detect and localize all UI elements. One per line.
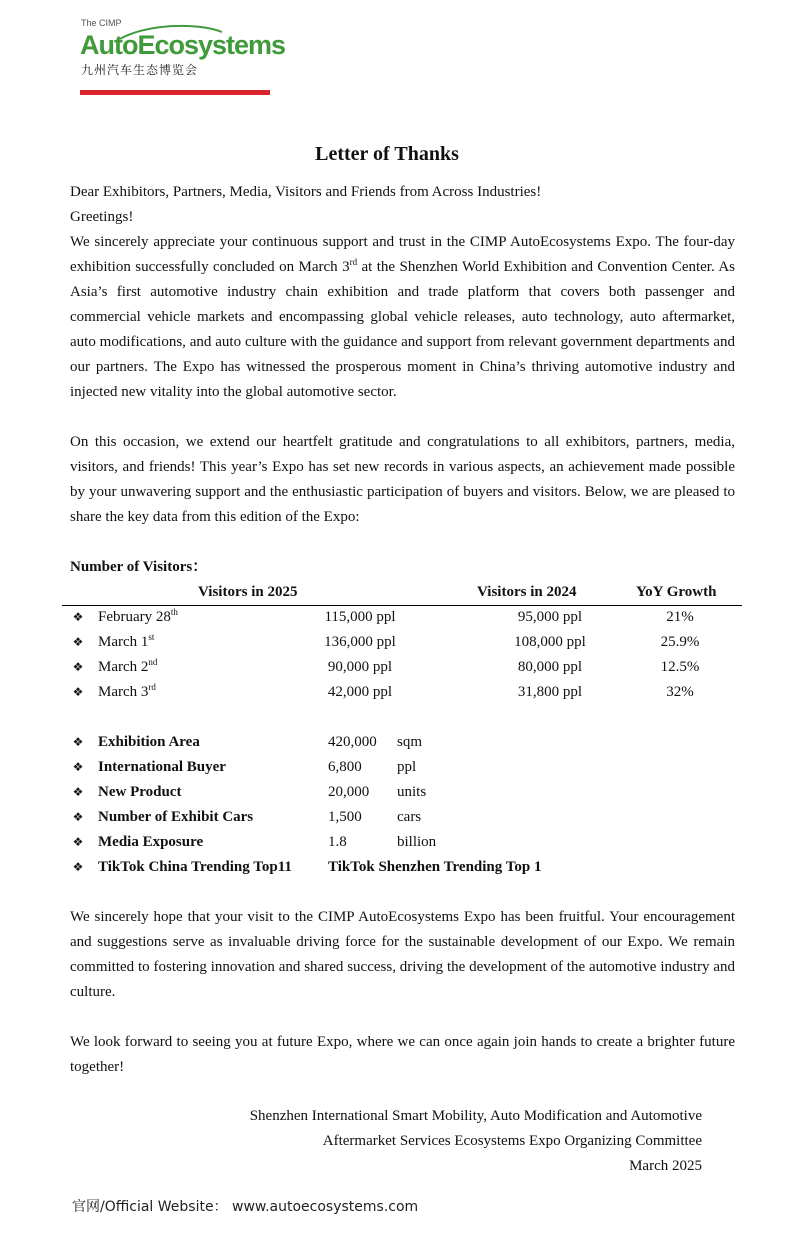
footer-website: 官网/Official Website： www.autoecosystems.com [72,1199,419,1215]
logo-brand-text: AutoEcosystems [80,30,286,60]
table-row [70,680,750,705]
key-data-row [70,805,750,830]
key-data-label: Media Exposure [98,834,204,850]
row-visitors-2025: 42,000 ppl [327,684,393,700]
diamond-bullet-icon: ❖ [72,735,84,749]
logo-small-text: The CIMP [81,18,122,28]
diamond-bullet-icon: ❖ [72,760,84,774]
row-day: March 3rd [98,682,156,700]
diamond-bullet-icon: ❖ [72,660,84,674]
header-red-bar [80,90,270,95]
signature-line-2: Aftermarket Services Ecosystems Expo Organizing Committee [322,1133,702,1149]
key-data-unit: sqm [397,734,423,750]
key-data-unit: units [397,784,427,800]
key-data-label: New Product [98,784,182,800]
row-visitors-2025: 136,000 ppl [324,634,396,650]
paragraph-gratitude: On this occasion, we extend our heartfelt gratitude and congratulations to all exhibitors, partners, media, visitors, and friends! This year’s Expo has set new records in various aspects, an achievement made possible by your unwavering support and the enthusiastic participation of buyers and visitors. Below, we are pleased to share the key data from this edition of the Expo: [70,434,735,525]
diamond-bullet-icon: ❖ [72,785,84,799]
header-visitors-2024: Visitors in 2024 [477,584,577,600]
row-day: March 1st [98,632,155,650]
row-day: March 2nd [98,657,158,675]
greeting: Greetings! [70,209,134,225]
tiktok-shenzhen-label: TikTok Shenzhen Trending Top 1 [328,859,542,875]
signature-date: March 2025 [629,1158,702,1174]
key-data-unit: billion [397,834,437,850]
row-visitors-2024: 80,000 ppl [517,659,583,675]
signature-line-1: Shenzhen International Smart Mobility, Auto Modification and Automotive [249,1108,702,1124]
paragraph-future: We look forward to seeing you at future Expo, where we can once again join hands to create a brighter future together! [70,1034,735,1075]
letter-title: Letter of Thanks [315,143,459,165]
table-row [70,655,750,680]
diamond-bullet-icon: ❖ [72,860,84,874]
key-data-label: International Buyer [98,759,226,775]
table-row [70,630,750,655]
key-data-value: 20,000 [328,784,370,800]
row-yoy: 25.9% [660,634,700,650]
brand-logo [80,18,286,98]
header-visitors-2025: Visitors in 2025 [198,584,298,600]
row-visitors-2024: 31,800 ppl [517,684,583,700]
row-yoy: 32% [666,684,694,700]
tiktok-china-label: TikTok China Trending Top11 [98,859,292,875]
row-visitors-2024: 95,000 ppl [517,609,583,625]
header-yoy-growth: YoY Growth [636,584,717,600]
diamond-bullet-icon: ❖ [72,835,84,849]
key-data-unit: ppl [397,759,417,775]
row-day: February 28th [98,607,178,625]
diamond-bullet-icon: ❖ [72,635,84,649]
diamond-bullet-icon: ❖ [72,685,84,699]
row-yoy: 21% [666,609,694,625]
logo-chinese-text: 九州汽车生态博览会 [81,63,199,77]
key-data-label: Exhibition Area [98,734,200,750]
diamond-bullet-icon: ❖ [72,810,84,824]
paragraph-hope: We sincerely hope that your visit to the CIMP AutoEcosystems Expo has been fruitful. Your encouragement and suggestions serve as invaluable driving force for the sustainable development of our Expo. We remain committed to fostering innovation and shared success, driving the development of the automotive industry and culture. [70,909,735,1000]
key-data-value: 6,800 [328,759,362,775]
diamond-bullet-icon: ❖ [72,610,84,624]
key-data-value: 1.8 [328,834,347,850]
key-data-value: 1,500 [328,809,362,825]
table-row [70,605,750,630]
row-visitors-2025: 90,000 ppl [327,659,393,675]
key-data-label: Number of Exhibit Cars [98,809,254,825]
paragraph-intro: We sincerely appreciate your continuous support and trust in the CIMP AutoEcosystems Expo. The four-day exhibition successfully concluded on March 3rd at the Shenzhen World Exhibition and Convention Center. As Asia’s first automotive industry chain exhibition and trade platform that covers both passenger and commercial vehicle markets and encompassing global vehicle releases, auto technology, auto aftermarket, auto modifications, and auto culture with the guidance and support from relevant government departments and our partners. The Expo has witnessed the prosperous moment in China’s thriving automotive industry and injected new vitality into the global automotive sector. [70,234,735,400]
key-data-row [70,755,750,780]
key-data-unit: cars [397,809,422,825]
key-data-row [70,780,750,805]
key-data-value: 420,000 [328,734,377,750]
salutation: Dear Exhibitors, Partners, Media, Visitors and Friends from Across Industries! [70,184,542,200]
visitors-section-title: Number of Visitors： [70,559,208,575]
row-yoy: 12.5% [660,659,700,675]
row-visitors-2025: 115,000 ppl [324,609,396,625]
key-data-row [70,730,750,755]
row-visitors-2024: 108,000 ppl [514,634,586,650]
key-data-row [70,830,750,855]
key-data-row-tiktok [70,855,750,880]
